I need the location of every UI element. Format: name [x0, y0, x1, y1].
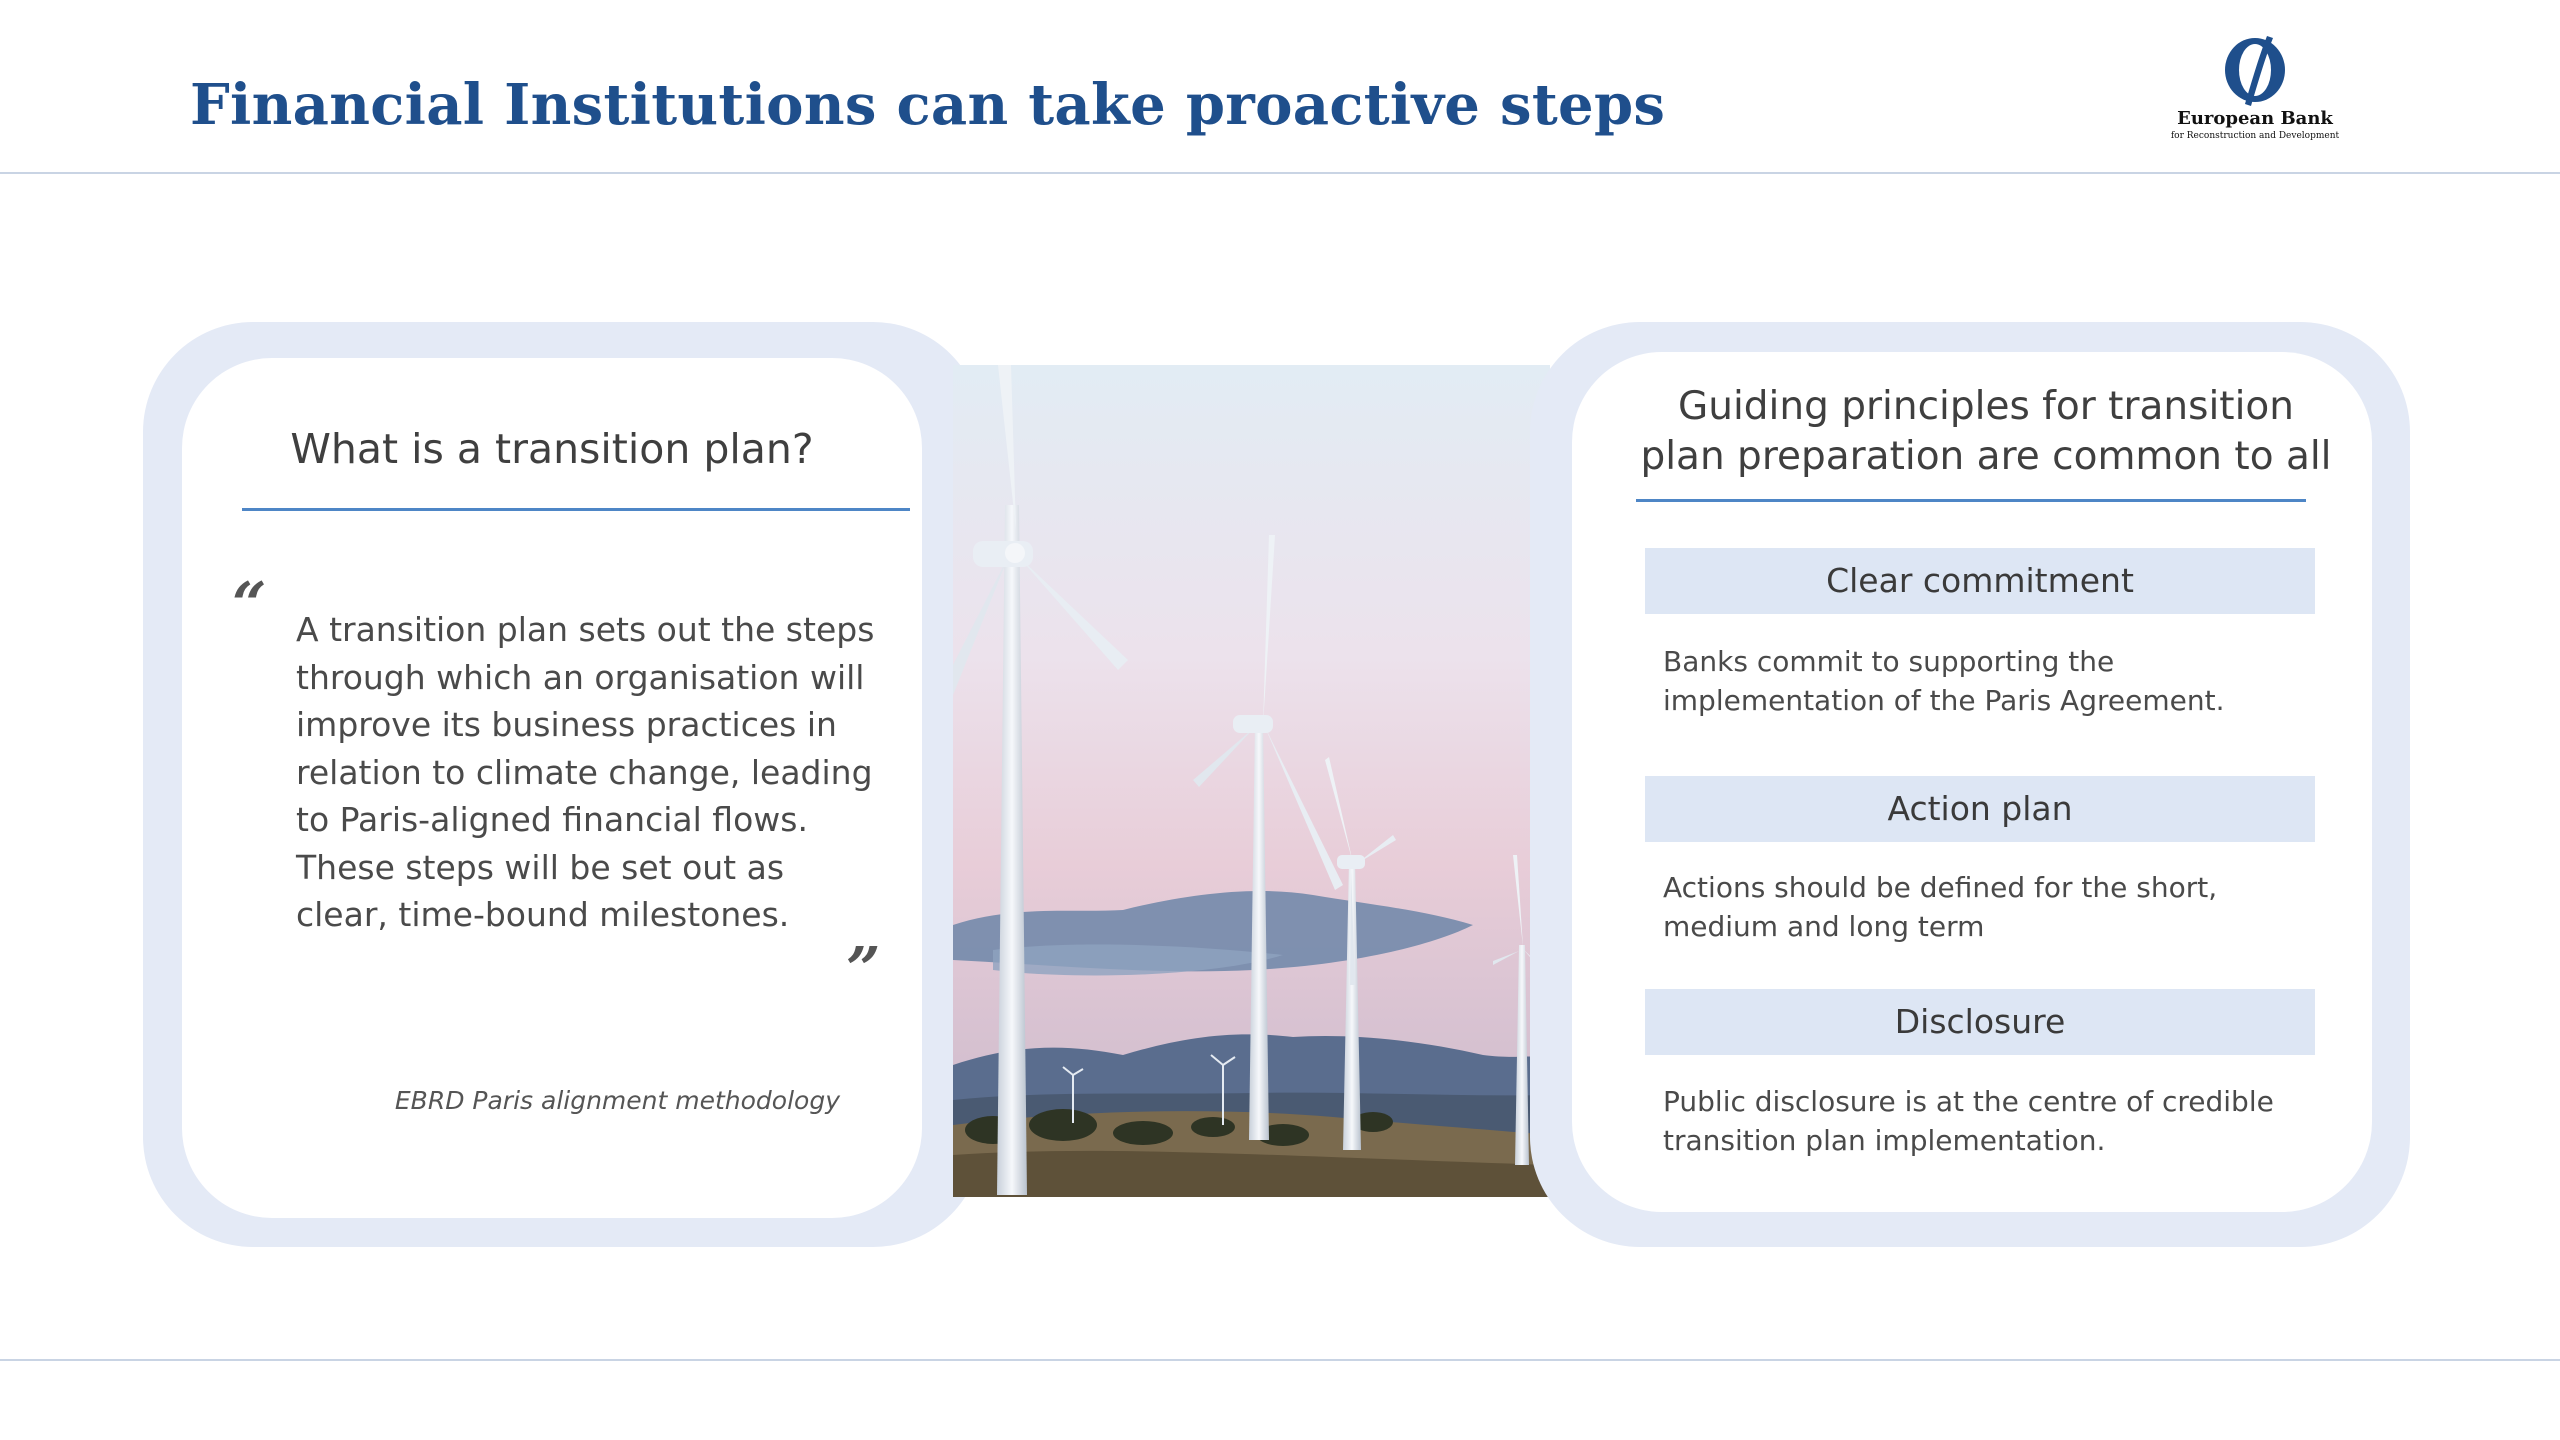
right-card-heading — [1620, 382, 2352, 482]
logo-name: European Bank — [2177, 108, 2333, 129]
principle-desc-line: medium and long term — [1663, 910, 1985, 943]
transition-plan-quote: A transition plan sets out the steps through which an organisation will improve its business practices in relation to climate change, leading to Paris-aligned financial flows. These steps will be set out as clear, time-bound milestones. — [296, 610, 875, 934]
footer-divider — [0, 1359, 2560, 1361]
principle-desc-disclosure — [1663, 1082, 2313, 1160]
page-title: Financial Institutions can take proactive steps — [190, 72, 1666, 138]
right-card-heading-line-2: plan preparation are common to all — [1640, 434, 2332, 479]
right-card-heading-line-1: Guiding principles for transition — [1678, 384, 2294, 429]
ebrd-logo-icon — [2215, 34, 2295, 106]
ebrd-logo — [2140, 34, 2370, 154]
principle-title-clear-commitment: Clear commitment — [1645, 548, 2315, 614]
principle-desc-line: transition plan implementation. — [1663, 1124, 2106, 1157]
close-quote-icon: ” — [846, 935, 881, 1005]
logo-subtitle: for Reconstruction and Development — [2170, 131, 2340, 141]
principle-desc-action-plan — [1663, 868, 2313, 946]
principle-desc-clear-commitment — [1663, 642, 2313, 720]
principle-desc-line: Public disclosure is at the centre of credible — [1663, 1085, 2274, 1118]
principle-desc-line: implementation of the Paris Agreement. — [1663, 684, 2225, 717]
wind-turbines-photo — [953, 365, 1550, 1197]
right-card-divider — [1636, 499, 2306, 502]
left-card-heading: What is a transition plan? — [290, 425, 814, 473]
principle-title-disclosure: Disclosure — [1645, 989, 2315, 1055]
principle-title-action-plan: Action plan — [1645, 776, 2315, 842]
left-card-divider — [242, 508, 910, 511]
principle-desc-line: Banks commit to supporting the — [1663, 645, 2115, 678]
principle-desc-line: Actions should be defined for the short, — [1663, 871, 2218, 904]
quote-source: EBRD Paris alignment methodology — [394, 1086, 840, 1115]
header-divider — [0, 172, 2560, 174]
open-quote-icon: “ — [232, 570, 267, 640]
